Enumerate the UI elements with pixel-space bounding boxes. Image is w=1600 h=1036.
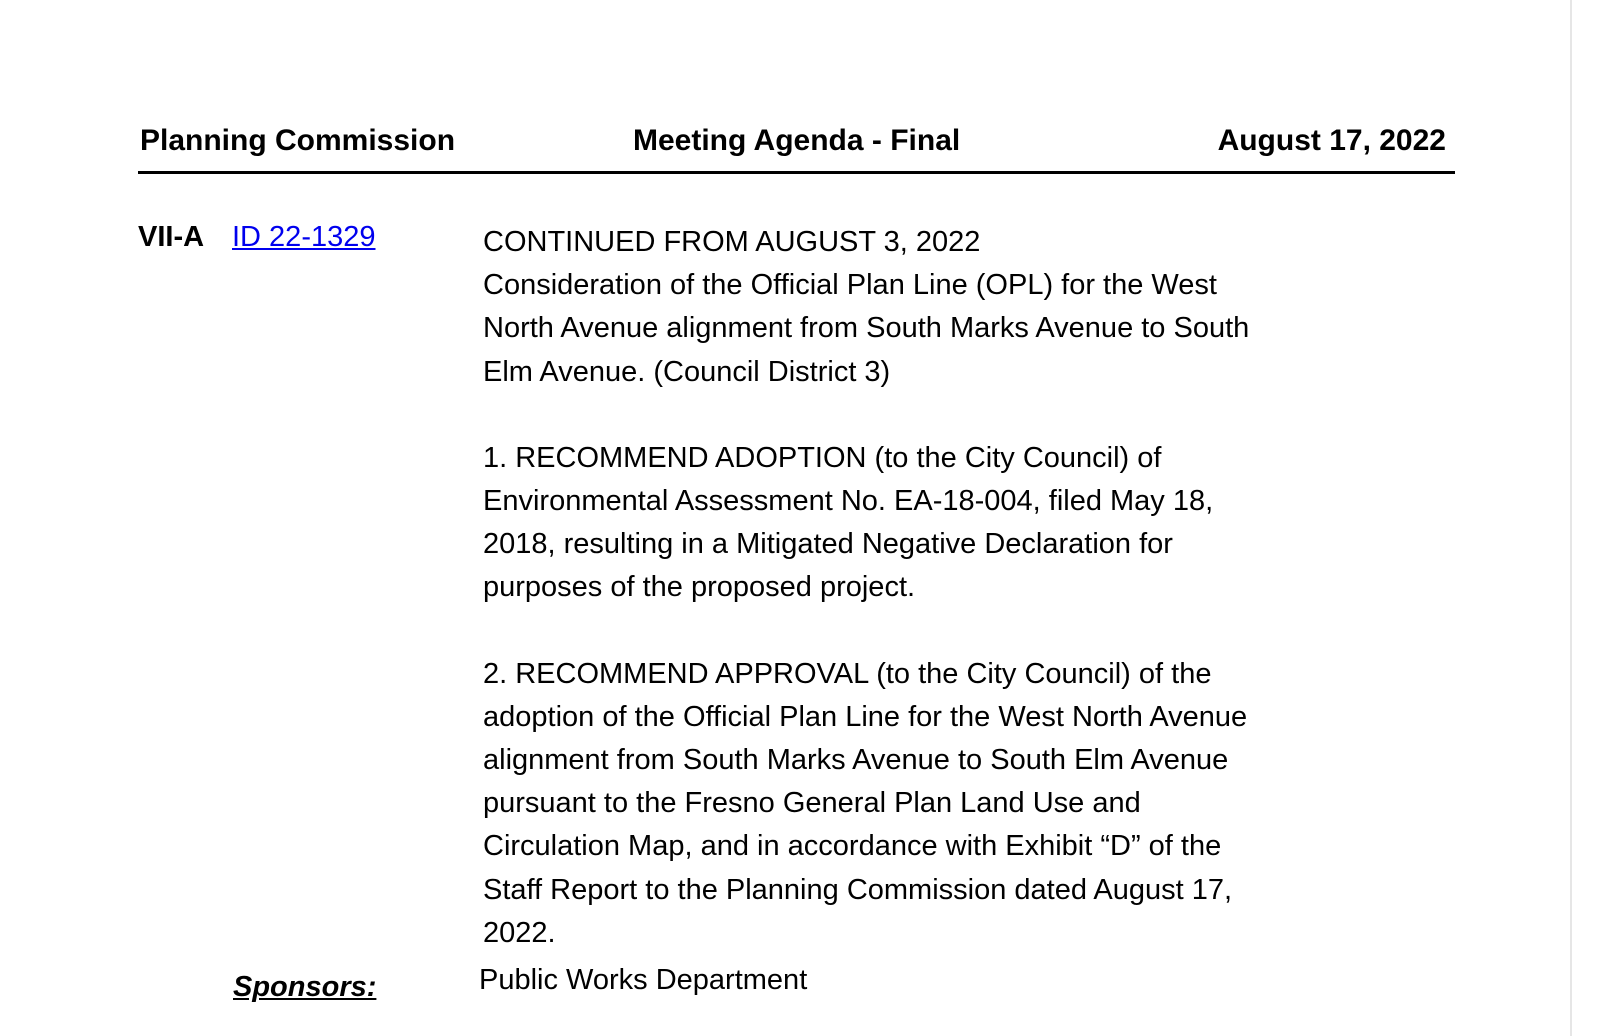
header-body-name: Planning Commission: [140, 124, 456, 157]
recommendation-1: 1. RECOMMEND ADOPTION (to the City Council) of Environmental Assessment No. EA-18-004, filed May 18, 2018, resulting in a Mitigated Negative Declaration for purposes of the proposed project.: [483, 441, 1214, 604]
agenda-item-number: VII-A: [138, 221, 205, 253]
page-edge-divider: [1570, 0, 1572, 1036]
sponsors-value: Public Works Department: [479, 964, 808, 996]
agenda-item-id-link[interactable]: ID 22-1329: [232, 221, 376, 253]
sponsors-label: Sponsors:: [233, 971, 377, 1003]
page-header: [138, 124, 1450, 160]
header-rule: [138, 171, 1455, 174]
header-document-title: Meeting Agenda - Final: [633, 124, 961, 157]
recommendation-2: 2. RECOMMEND APPROVAL (to the City Council) of the adoption of the Official Plan Line for the West North Avenue alignment from South Marks Avenue to South Elm Avenue pursuant to the Fresno General Plan Land Use and Circulation Map, and in accordance with Exhibit “D” of the Staff Report to the Planning Commission dated August 17, 2022.: [483, 657, 1248, 949]
header-meeting-date: August 17, 2022: [1217, 124, 1446, 157]
agenda-item-description: CONTINUED FROM AUGUST 3, 2022 Consideration of the Official Plan Line (OPL) for the West North Avenue alignment from South Marks Avenue to South Elm Avenue. (Council District 3): [483, 226, 1250, 388]
agenda-item-body: [483, 221, 1363, 955]
